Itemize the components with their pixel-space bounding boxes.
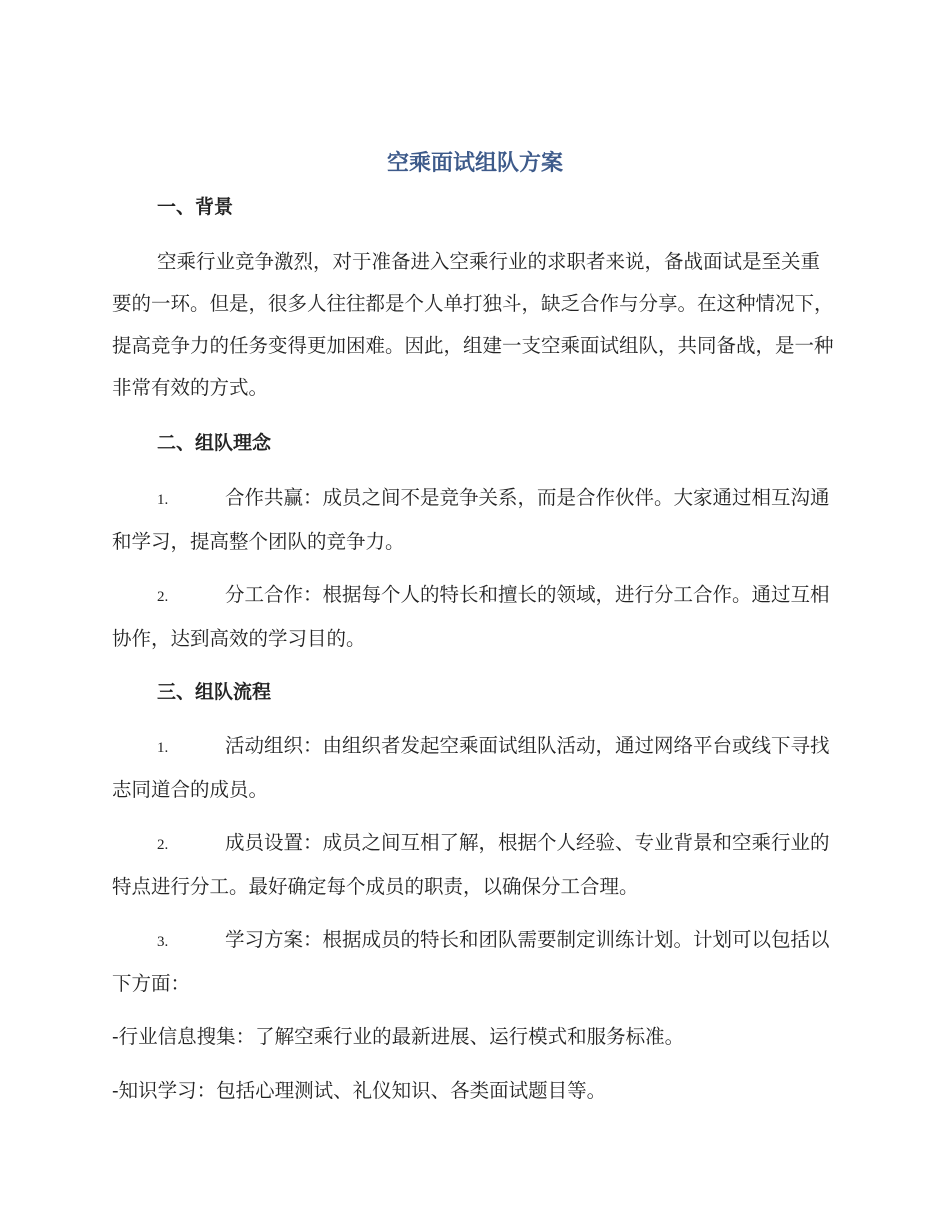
document-title: 空乘面试组队方案 — [386, 151, 563, 176]
list-item — [112, 822, 834, 908]
list-number: 3. — [157, 934, 169, 950]
list-text: 分工合作：根据每个人的特长和擅长的领域，进行分工合作。通过互相协作，达到高效的学习目的。 — [112, 583, 830, 650]
bullet-item: -行业信息搜集：了解空乘行业的最新进展、运行模式和服务标准。 — [112, 1025, 685, 1048]
list-item — [112, 477, 834, 563]
section-heading-background: 一、背景 — [157, 196, 234, 218]
bullet-item: -知识学习：包括心理测试、礼仪知识、各类面试题目等。 — [112, 1079, 607, 1102]
list-item — [112, 725, 834, 811]
list-item — [112, 574, 834, 660]
list-item — [112, 919, 834, 1005]
section-heading-process: 三、组队流程 — [157, 681, 272, 703]
list-text: 合作共赢：成员之间不是竞争关系，而是合作伙伴。大家通过相互沟通和学习，提高整个团队的竞争力。 — [112, 486, 830, 553]
list-number: 1. — [157, 740, 169, 756]
list-text: 成员设置：成员之间互相了解，根据个人经验、专业背景和空乘行业的特点进行分工。最好确定每个成员的职责，以确保分工合理。 — [112, 831, 830, 898]
list-number: 1. — [157, 492, 169, 508]
list-number: 2. — [157, 837, 169, 853]
background-paragraph: 空乘行业竞争激烈，对于准备进入空乘行业的求职者来说，备战面试是至关重要的一环。但是，很多人往往都是个人单打独斗，缺乏合作与分享。在这种情况下，提高竞争力的任务变得更加困难。因此，组建一支空乘面试组队，共同备战，是一种非常有效的方式。 — [112, 250, 834, 399]
section-heading-philosophy: 二、组队理念 — [157, 432, 272, 454]
list-text: 学习方案：根据成员的特长和团队需要制定训练计划。计划可以包括以下方面： — [112, 928, 830, 995]
list-text: 活动组织：由组织者发起空乘面试组队活动，通过网络平台或线下寻找志同道合的成员。 — [112, 734, 830, 801]
list-number: 2. — [157, 589, 169, 605]
